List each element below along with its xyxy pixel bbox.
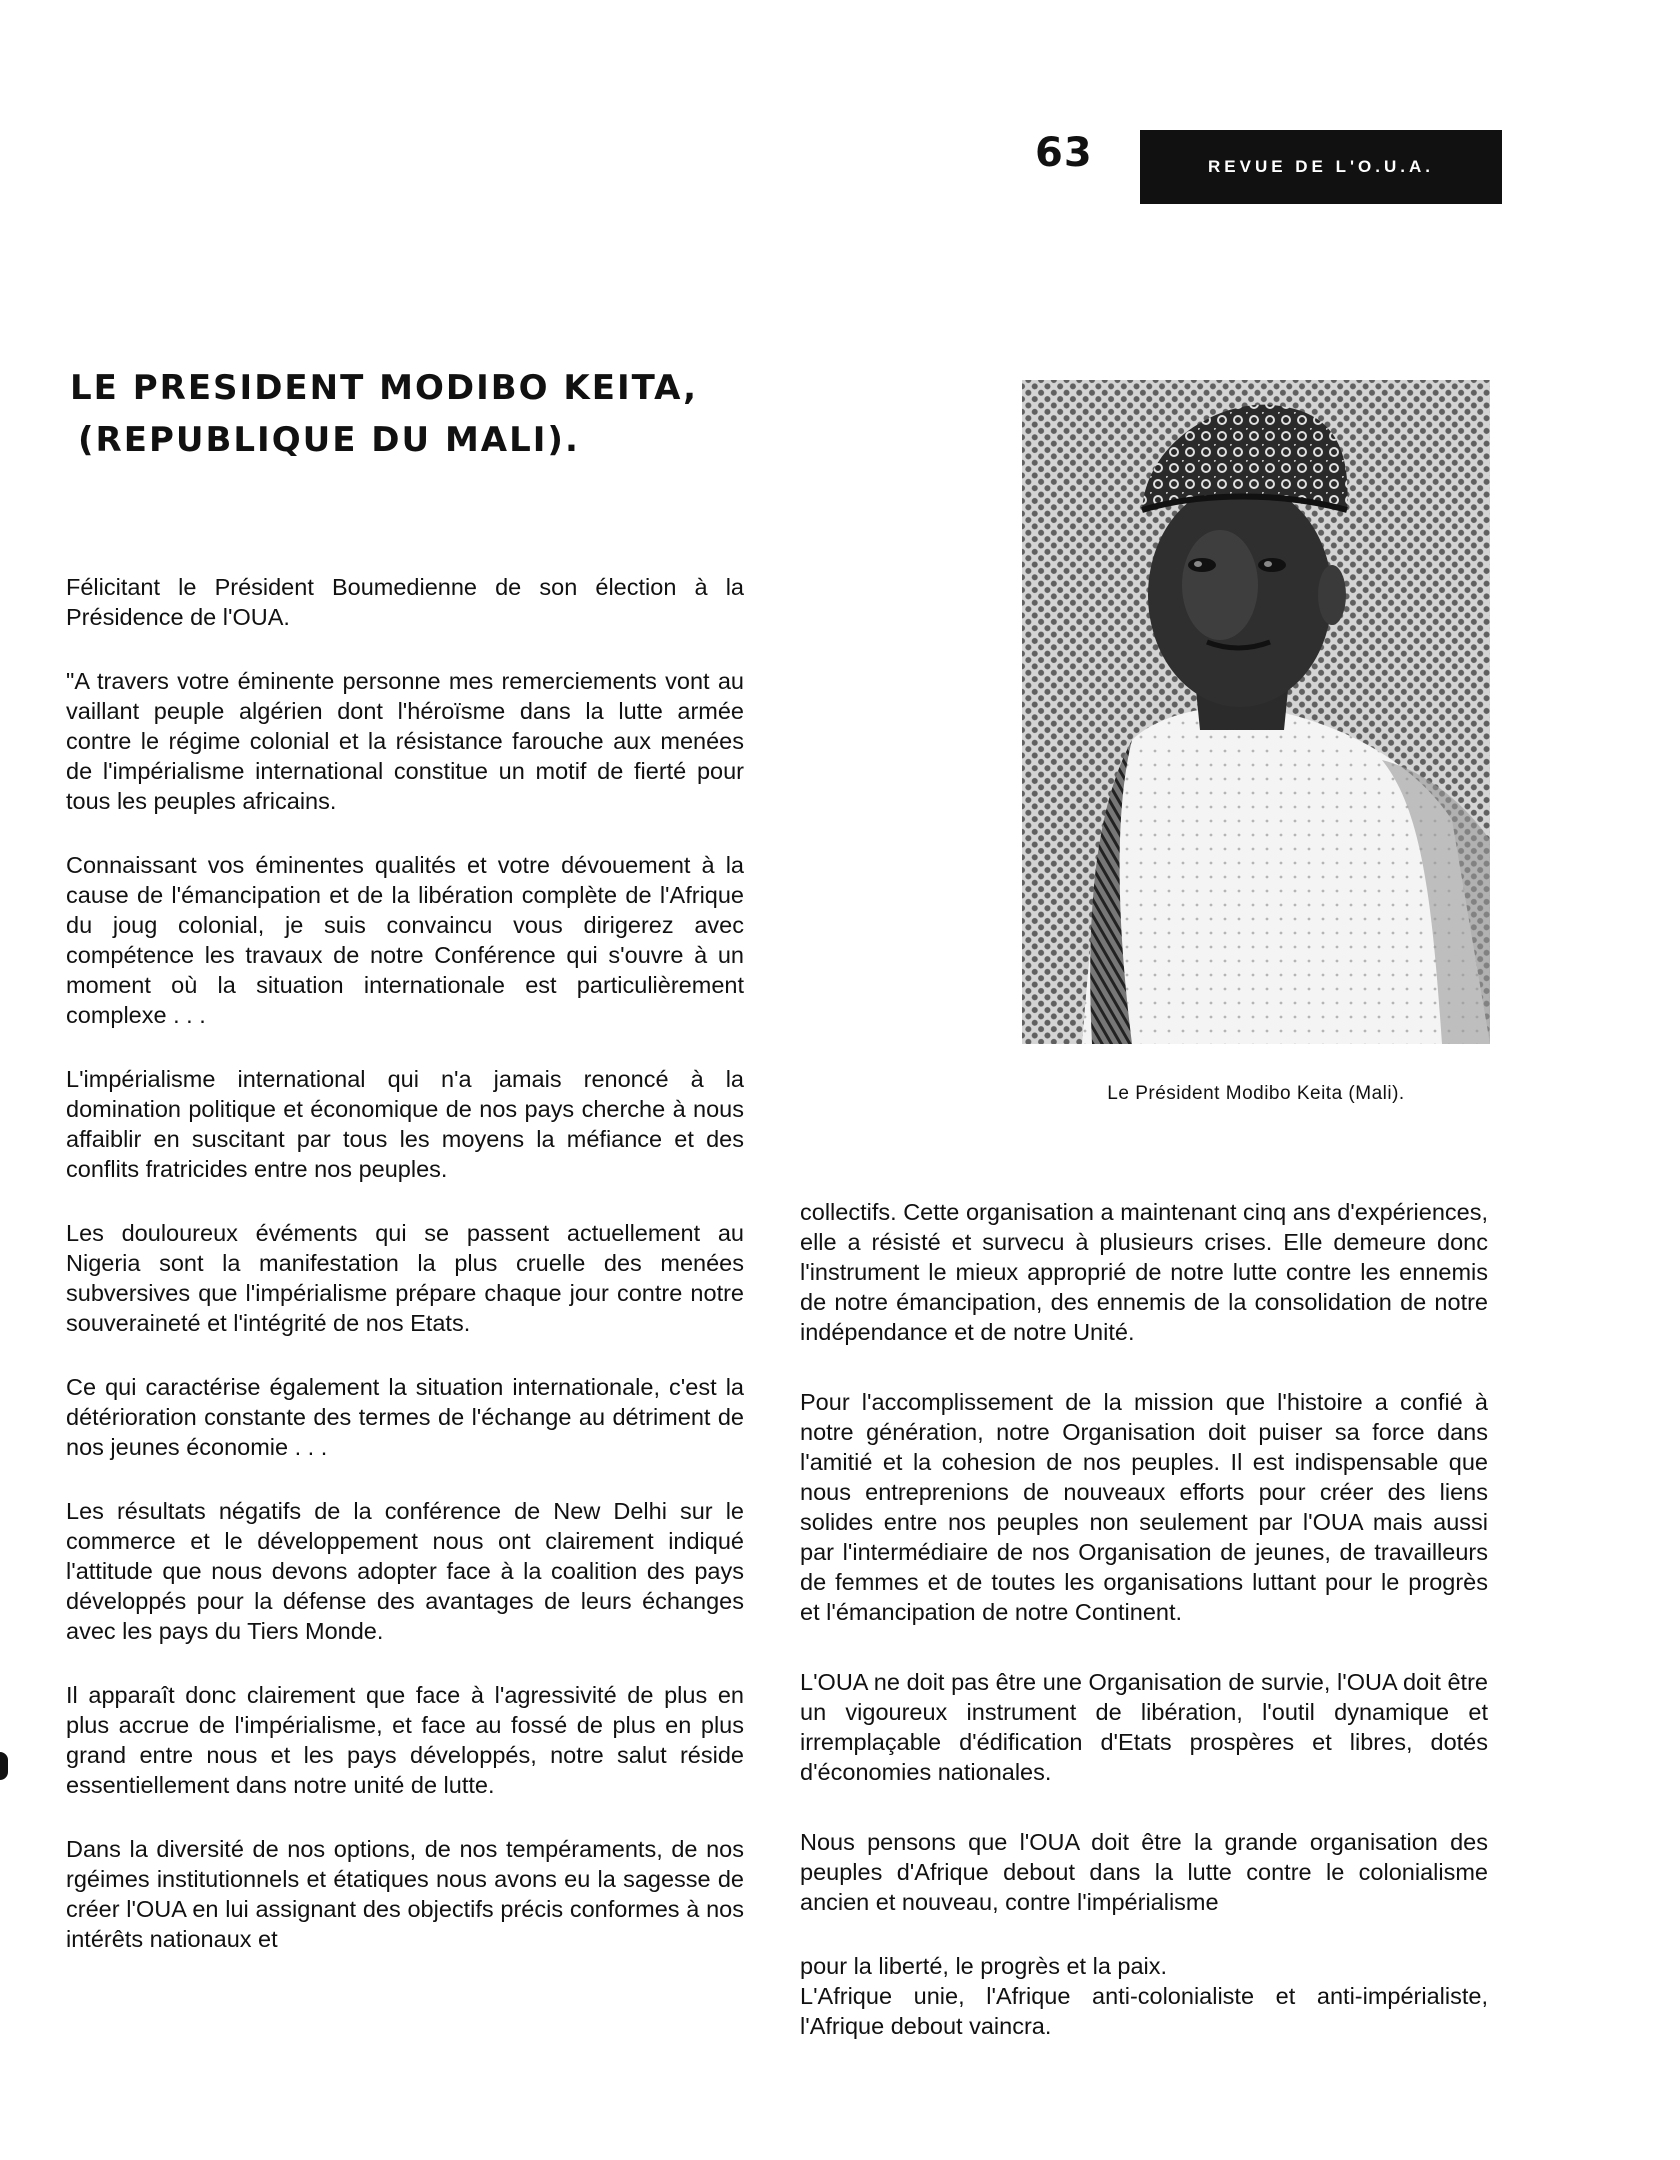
page-number: 63 [1035, 130, 1093, 176]
scan-margin-mark [0, 1752, 8, 1780]
paragraph: "A travers votre éminente personne mes remerciements vont au vaillant peuple algérien dont l'héroïsme dans la lutte armée contre le régime colonial et la résistance farouche aux menées de l'impérialisme international constitue un motif de fierté pour tous les peuples africains. [66, 668, 744, 814]
title-line-1: LE PRESIDENT MODIBO KEITA, [70, 368, 699, 408]
paragraph: L'OUA ne doit pas être une Organisation de survie, l'OUA doit être un vigoureux instrument de libération, l'outil dynamique et irremplaçable d'édification d'Etats prospères et libres, dotés d'économies nationales. [800, 1669, 1488, 1785]
left-column [66, 572, 744, 1988]
paragraph: Il apparaît donc clairement que face à l'agressivité de plus en plus accrue de l'impérialisme, et face au fossé de plus en plus grand entre nous et les pays développés, notre salut réside essentiellement dans notre unité de lutte. [66, 1682, 744, 1798]
paragraph: L'Afrique unie, l'Afrique anti-colonialiste et anti-impérialiste, l'Afrique debout vaincra. [800, 1983, 1488, 2039]
portrait-image [1022, 380, 1490, 1044]
paragraph: Les résultats négatifs de la conférence de New Delhi sur le commerce et le développement nous ont clairement indiqué l'attitude que nous devons adopter face à la coalition des pays développés pour la défense des avantages de leurs échanges avec les pays du Tiers Monde. [66, 1498, 744, 1644]
paragraph: Dans la diversité de nos options, de nos tempéraments, de nos rgéimes institutionnels et étatiques nous avons eu la sagesse de créer l'OUA en lui assignant des objectifs précis conformes à nos intérêts nationaux et [66, 1836, 744, 1952]
paragraph: Connaissant vos éminentes qualités et votre dévouement à la cause de l'émancipation et de la libération complète de l'Afrique du joug colonial, je suis convaincu vous dirigerez avec compétence les travaux de notre Conférence qui s'ouvre à un moment où la situation internationale est particulièrement complexe . . . [66, 852, 744, 1028]
paragraph: L'impérialisme international qui n'a jamais renoncé à la domination politique et économique de nos pays cherche à nous affaiblir en suscitant par tous les moyens la méfiance et des conflits fratricides entre nos peuples. [66, 1066, 744, 1182]
photo-caption: Le Président Modibo Keita (Mali). [1107, 1083, 1405, 1104]
paragraph: Les douloureux évéments qui se passent actuellement au Nigeria sont la manifestation la plus cruelle des menées subversives que l'impérialisme prépare chaque jour contre notre souveraineté et l'intégrité de nos Etats. [66, 1220, 744, 1336]
paragraph: Ce qui caractérise également la situation internationale, c'est la détérioration constante des termes de l'échange au détriment de nos jeunes économie . . . [66, 1374, 744, 1460]
paragraph: collectifs. Cette organisation a maintenant cinq ans d'expériences, elle a résisté et survecu à plusieurs crises. Elle demeure donc l'instrument le mieux approprié de notre lutte contre les ennemis de notre émancipation, des ennemis de la consolidation de notre indépendance et de notre Unité. [800, 1199, 1488, 1345]
journal-header-bar: REVUE DE L'O.U.A. [1140, 130, 1502, 204]
paragraph: Félicitant le Président Boumedienne de son élection à la Présidence de l'OUA. [66, 574, 744, 630]
article-title [70, 362, 698, 466]
paragraph: Nous pensons que l'OUA doit être la grande organisation des peuples d'Afrique debout dans la lutte contre le colonialisme ancien et nouveau, contre l'impérialisme [800, 1829, 1488, 1915]
title-line-2: (REPUBLIQUE DU MALI). [78, 420, 580, 460]
paragraph: pour la liberté, le progrès et la paix. [800, 1953, 1168, 1979]
paragraph: Pour l'accomplissement de la mission que l'histoire a confié à notre génération, notre Organisation doit puiser sa force dans l'amitié et la cohesion de nos peuples. Il est indispensable que nous entreprenions de nouveaux efforts pour créer des liens solides entre nos peuples non seulement par l'OUA mais aussi par l'intermédiaire de nos Organisation de jeunes, de travailleurs de femmes et de toutes les organisations luttant pour le progrès et l'émancipation de notre Continent. [800, 1389, 1488, 1625]
portrait-photo [1022, 380, 1490, 1044]
right-column [800, 1197, 1488, 2041]
